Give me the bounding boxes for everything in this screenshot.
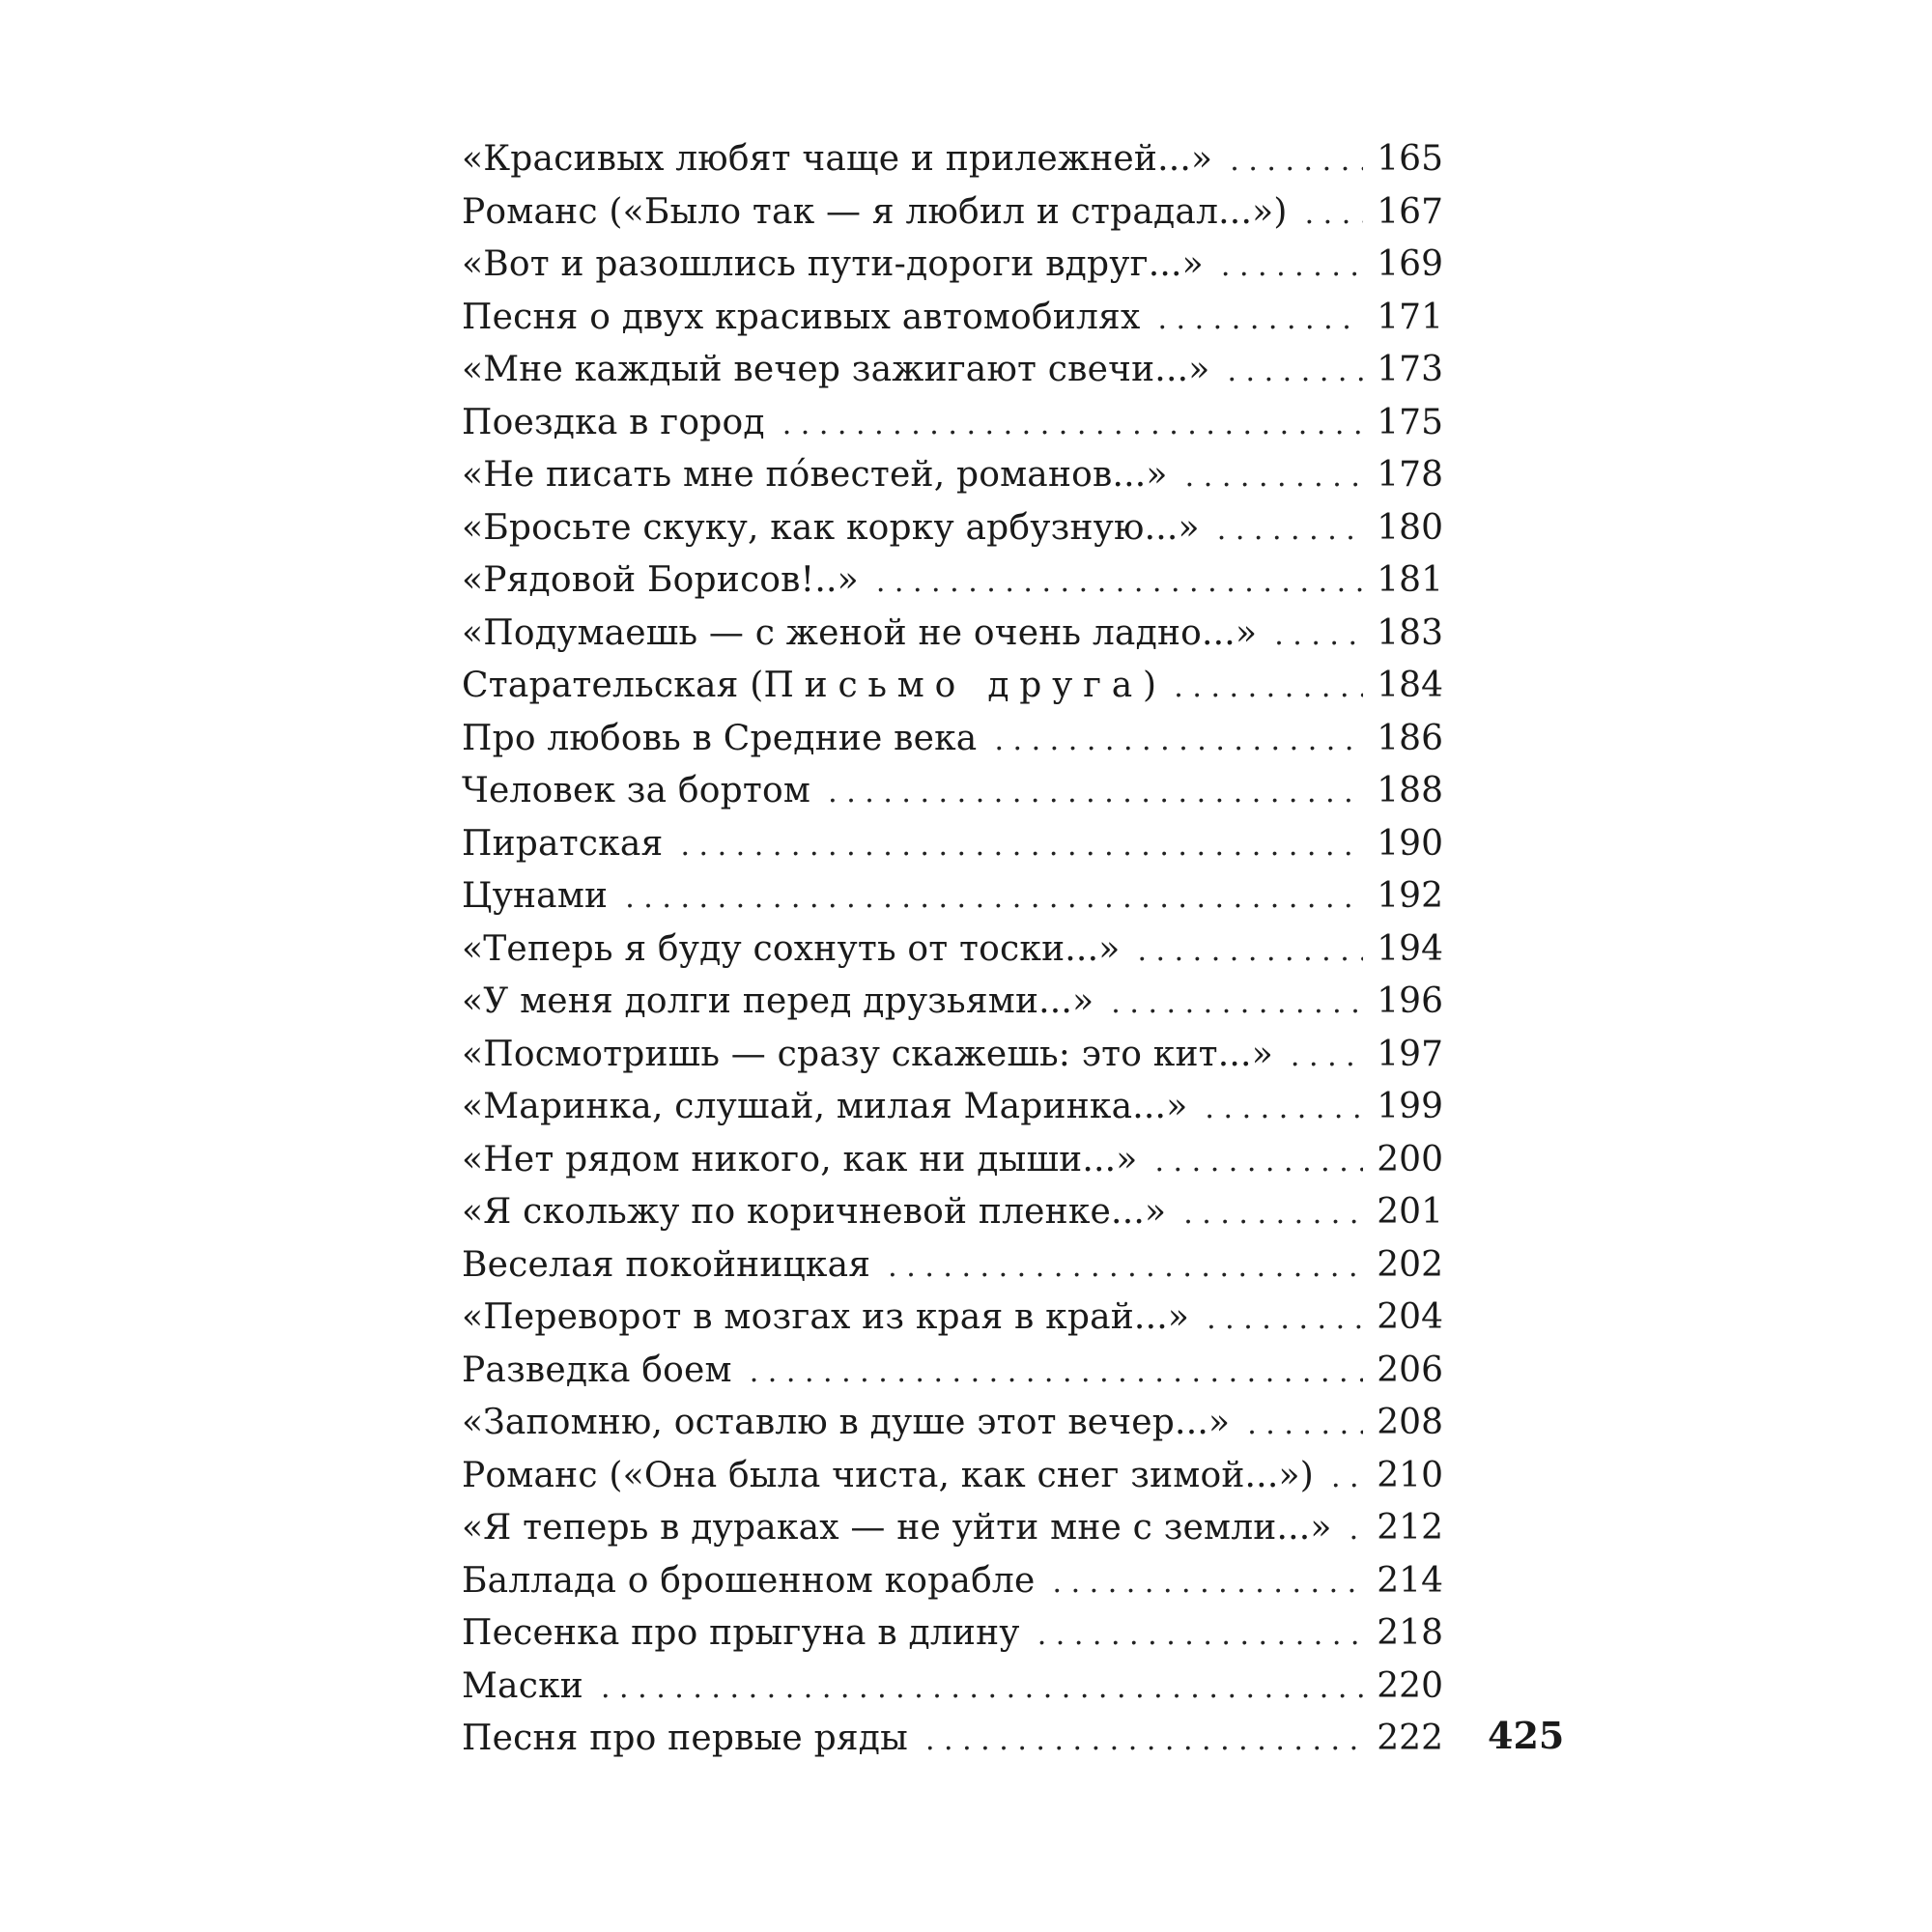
dot-leader <box>1350 1504 1364 1557</box>
toc-entry-title: Человек за бортом <box>462 771 811 810</box>
dot-leader <box>1247 1399 1363 1452</box>
dot-leader <box>1154 1136 1363 1189</box>
toc-entry-page: 200 <box>1377 1139 1443 1179</box>
toc-entry-title: «Маринка, слушай, милая Маринка...» <box>462 1087 1188 1126</box>
toc-entry-title: Пиратская <box>462 823 664 864</box>
toc-entry-page: 210 <box>1377 1455 1443 1495</box>
toc-entry <box>462 1081 1443 1134</box>
toc-entry-title: «Посмотришь — сразу скажешь: это кит...» <box>462 1034 1273 1074</box>
toc-entry-title: Песня о двух красивых автомобилях <box>462 297 1141 337</box>
dot-leader <box>625 872 1363 925</box>
toc-entry <box>462 186 1443 240</box>
dot-leader <box>1053 1557 1364 1610</box>
dot-leader <box>1111 978 1363 1031</box>
toc-entry-page: 222 <box>1377 1719 1443 1758</box>
toc-entry-page: 218 <box>1377 1613 1443 1653</box>
toc-entry-title-spaced: Письмо друга <box>763 666 1144 705</box>
toc-entry-page: 199 <box>1377 1087 1443 1126</box>
toc-entry <box>462 554 1443 608</box>
toc-entry-page: 204 <box>1377 1297 1443 1337</box>
toc-entry-title: Веселая покойницкая <box>462 1244 871 1285</box>
dot-leader <box>828 767 1363 820</box>
toc-entry <box>462 292 1443 345</box>
toc-entry-title: «Красивых любят чаще и прилежней...» <box>462 139 1213 179</box>
dot-leader <box>1221 241 1363 294</box>
toc-list <box>462 133 1443 1766</box>
toc-entry-title: «Нет рядом никого, как ни дыши...» <box>462 1139 1138 1179</box>
toc-entry-page: 201 <box>1377 1192 1443 1232</box>
toc-entry <box>462 660 1443 713</box>
toc-entry-title: «Я скольжу по коричневой пленке...» <box>462 1192 1167 1232</box>
dot-leader <box>782 399 1364 452</box>
toc-entry-page: 220 <box>1377 1665 1443 1706</box>
toc-entry <box>462 449 1443 502</box>
dot-leader <box>994 715 1363 768</box>
toc-entry-page: 171 <box>1377 297 1443 337</box>
toc-entry <box>462 976 1443 1029</box>
toc-entry-page: 181 <box>1377 560 1443 600</box>
dot-leader <box>750 1347 1364 1400</box>
dot-leader <box>1137 925 1363 979</box>
dot-leader <box>1185 451 1364 504</box>
toc-entry <box>462 397 1443 450</box>
toc-entry-title: «Бросьте скуку, как корку арбузную...» <box>462 507 1200 548</box>
toc-entry-title: «Запомню, оставлю в душе этот вечер...» <box>462 1403 1231 1442</box>
toc-entry-page: 214 <box>1377 1560 1443 1601</box>
toc-entry-page: 167 <box>1377 191 1443 232</box>
toc-entry-page: 173 <box>1377 350 1443 389</box>
toc-entry-page: 175 <box>1377 402 1443 442</box>
dot-leader <box>1227 346 1363 399</box>
toc-entry-page: 206 <box>1377 1350 1443 1390</box>
toc-entry <box>462 765 1443 818</box>
toc-entry-title: Про любовь в Средние века <box>462 718 978 758</box>
toc-entry-page: 208 <box>1377 1403 1443 1442</box>
dot-leader <box>1331 1452 1363 1505</box>
toc-entry-title: «Подумаешь — с женой не очень ладно...» <box>462 612 1258 653</box>
dot-leader <box>1207 1293 1363 1347</box>
dot-leader <box>680 820 1363 873</box>
folio-page-number: 425 <box>1488 1714 1565 1757</box>
toc-entry <box>462 1450 1443 1503</box>
toc-entry-title: Песня про первые ряды <box>462 1719 908 1758</box>
toc-entry-title: Песенка про прыгуна в длину <box>462 1613 1020 1653</box>
toc-entry-title: Цунами <box>462 876 609 916</box>
toc-entry-title: «Переворот в мозгах из края в край...» <box>462 1297 1190 1337</box>
toc-entry-title: Романс («Она была чиста, как снег зимой...») <box>462 1455 1314 1495</box>
toc-entry-page: 194 <box>1377 928 1443 969</box>
toc-entry-page: 202 <box>1377 1244 1443 1285</box>
toc-entry <box>462 1607 1443 1661</box>
toc-entry <box>462 1292 1443 1345</box>
toc-entry <box>462 818 1443 871</box>
toc-entry-title: «У меня долги перед друзьями...» <box>462 981 1094 1021</box>
toc-entry <box>462 608 1443 661</box>
toc-entry <box>462 239 1443 292</box>
dot-leader <box>1205 1083 1363 1136</box>
toc-entry-page: 188 <box>1377 771 1443 810</box>
toc-entry-title: Маски <box>462 1665 583 1706</box>
dot-leader <box>1274 610 1363 663</box>
toc-entry-page: 212 <box>1377 1508 1443 1548</box>
toc-entry-page: 165 <box>1377 139 1443 179</box>
toc-entry-title: «Мне каждый вечер зажигают свечи...» <box>462 350 1210 389</box>
dot-leader <box>601 1662 1363 1716</box>
toc-entry-page: 196 <box>1377 981 1443 1021</box>
toc-entry-page: 186 <box>1377 718 1443 758</box>
toc-entry <box>462 1397 1443 1450</box>
toc-entry <box>462 1555 1443 1608</box>
toc-entry-title: «Рядовой Борисов!..» <box>462 560 859 600</box>
toc-entry <box>462 133 1443 186</box>
toc-entry-title: Романс («Было так — я любил и страдал...») <box>462 191 1288 232</box>
toc-entry <box>462 502 1443 555</box>
dot-leader <box>925 1715 1363 1768</box>
toc-entry-page: 197 <box>1377 1034 1443 1074</box>
toc-entry-title-prefix: Старательская ( <box>462 666 764 705</box>
toc-entry-page: 183 <box>1377 612 1443 653</box>
toc-entry-page: 178 <box>1377 455 1443 495</box>
toc-entry <box>462 1502 1443 1555</box>
dot-leader <box>888 1241 1363 1294</box>
toc-entry <box>462 713 1443 766</box>
dot-leader <box>1305 188 1364 242</box>
toc-entry <box>462 1029 1443 1082</box>
toc-entry-title <box>462 660 1156 713</box>
dot-leader <box>876 556 1363 610</box>
toc-entry-page: 169 <box>1377 244 1443 284</box>
toc-entry-title: «Я теперь в дураках — не уйти мне с земли...» <box>462 1508 1332 1548</box>
dot-leader <box>1157 294 1363 347</box>
toc-entry-page: 184 <box>1377 666 1443 705</box>
toc-entry-page: 190 <box>1377 823 1443 864</box>
toc-entry-title-suffix: ) <box>1143 666 1157 705</box>
toc-entry-page: 180 <box>1377 507 1443 548</box>
dot-leader <box>1037 1609 1364 1662</box>
toc-entry <box>462 923 1443 977</box>
toc-entry <box>462 1661 1443 1714</box>
toc-entry <box>462 344 1443 397</box>
toc-entry-title: «Вот и разошлись пути-дороги вдруг...» <box>462 244 1204 284</box>
dot-leader <box>1174 662 1363 715</box>
dot-leader <box>1217 504 1364 557</box>
toc-entry-title: Поездка в город <box>462 402 765 442</box>
toc-entry <box>462 870 1443 923</box>
dot-leader <box>1291 1031 1363 1084</box>
toc-entry-page: 192 <box>1377 876 1443 916</box>
toc-entry-title: «Теперь я буду сохнуть от тоски...» <box>462 928 1121 969</box>
toc-entry <box>462 1186 1443 1239</box>
toc-entry-title: «Не писать мне по́вестей, романов...» <box>462 455 1168 495</box>
toc-entry <box>462 1134 1443 1187</box>
toc-entry-title: Баллада о брошенном корабле <box>462 1560 1036 1601</box>
dot-leader <box>1183 1188 1363 1241</box>
toc-entry <box>462 1345 1443 1398</box>
toc-entry <box>462 1713 1443 1766</box>
toc-entry <box>462 1239 1443 1293</box>
toc-entry-title: Разведка боем <box>462 1350 732 1390</box>
dot-leader <box>1230 135 1363 188</box>
